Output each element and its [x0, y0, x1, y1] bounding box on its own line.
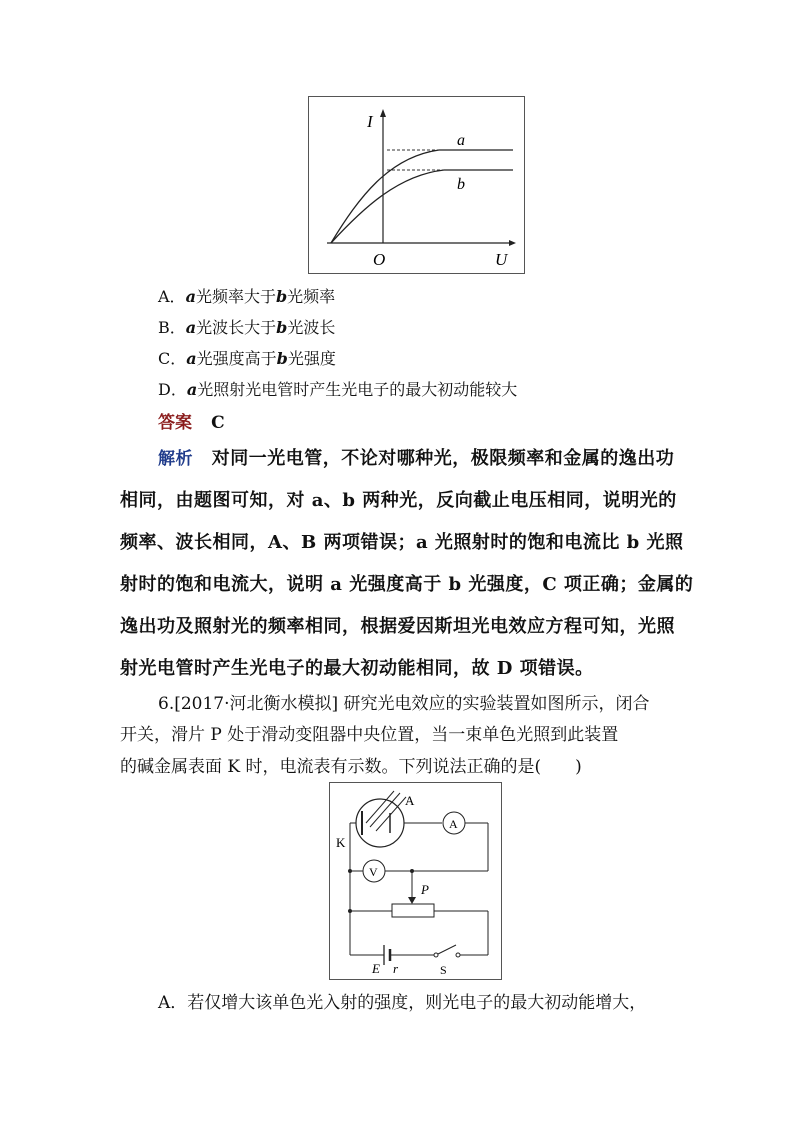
- option-text: 光频率: [287, 287, 336, 306]
- analysis-line-3: 频率、波长相同，A、B 两项错误；a 光照射时的饱和电流比 b 光照: [120, 532, 684, 553]
- question6-line-2: 开关，滑片 P 处于滑动变阻器中央位置，当一束单色光照到此装置: [120, 725, 619, 745]
- circuit-svg: [330, 783, 501, 979]
- option-d: [158, 377, 517, 400]
- voltmeter-label: V: [369, 865, 378, 879]
- y-axis-arrow: [380, 109, 386, 117]
- rheostat: [392, 904, 434, 917]
- switch-contact: [434, 953, 438, 957]
- option-letter: C．: [158, 349, 187, 368]
- var-a: a: [186, 349, 197, 368]
- iu-graph-svg: [309, 97, 524, 273]
- question6-line-3: 的碱金属表面 K 时，电流表有示数。下列说法正确的是( ): [120, 757, 582, 777]
- option-letter: D．: [158, 380, 187, 399]
- axis-label-u: U: [495, 250, 508, 269]
- curve-label-b: b: [457, 176, 465, 193]
- option-text: 光频率大于: [195, 287, 276, 306]
- iu-graph-figure: [308, 96, 525, 274]
- var-a: a: [186, 380, 198, 399]
- switch-label: S: [440, 963, 447, 977]
- slider-label: P: [421, 882, 429, 897]
- option-c: [158, 346, 336, 369]
- analysis-label: 解析: [158, 449, 193, 469]
- answer-value: C: [211, 413, 225, 433]
- option-text: 光照射光电管时产生光电子的最大初动能较大: [197, 380, 518, 399]
- ammeter-label: A: [449, 817, 458, 831]
- axis-label-i: I: [367, 112, 373, 131]
- curve-label-a: a: [457, 132, 465, 149]
- junction: [348, 869, 352, 873]
- analysis-line-4: 射时的饱和电流大，说明 a 光强度高于 b 光强度，C 项正确；金属的: [120, 574, 694, 595]
- slider-arrow: [408, 897, 416, 904]
- option-a: [158, 284, 335, 307]
- circuit-figure: [329, 782, 502, 980]
- var-b: b: [275, 287, 288, 306]
- var-b: b: [276, 318, 288, 337]
- answer-label: 答案: [158, 413, 192, 433]
- analysis-line-1: [158, 444, 674, 470]
- answer-row: [158, 408, 225, 433]
- var-a: a: [185, 318, 197, 337]
- emf-label: E: [372, 961, 380, 976]
- option-text: 光波长: [287, 318, 336, 337]
- curve-b: [331, 170, 513, 243]
- resistance-label: r: [393, 961, 399, 976]
- analysis-line-5: 逸出功及照射光的频率相同，根据爱因斯坦光电效应方程可知，光照: [120, 616, 675, 637]
- option-text: 光强度: [287, 349, 336, 368]
- cathode-label: K: [336, 835, 346, 850]
- origin-label: O: [373, 250, 386, 269]
- option-text: 光强度高于: [196, 349, 277, 368]
- var-a: a: [185, 287, 196, 306]
- option-text: 光波长大于: [196, 318, 277, 337]
- option-letter: A．: [158, 287, 186, 306]
- analysis-line-2: 相同，由题图可知，对 a、b 两种光，反向截止电压相同，说明光的: [120, 490, 677, 511]
- question6-line-1: 6.[2017·河北衡水模拟] 研究光电效应的实验装置如图所示，闭合: [158, 694, 650, 714]
- switch-blade: [438, 945, 456, 954]
- curve-a: [331, 150, 513, 243]
- switch-contact: [456, 953, 460, 957]
- analysis-text: 对同一光电管，不论对哪种光，极限频率和金属的逸出功: [211, 448, 675, 469]
- option-b: [158, 315, 335, 338]
- option-letter: B．: [158, 318, 186, 337]
- phototube: [356, 799, 404, 847]
- light-ray: [370, 793, 400, 827]
- var-b: b: [276, 349, 288, 368]
- analysis-line-6: 射光电管时产生光电子的最大初动能相同，故 D 项错误。: [120, 658, 594, 679]
- question6-option-a: A．若仅增大该单色光入射的强度，则光电子的最大初动能增大，: [158, 993, 647, 1013]
- x-axis-arrow: [509, 240, 516, 246]
- anode-label: A: [405, 793, 415, 808]
